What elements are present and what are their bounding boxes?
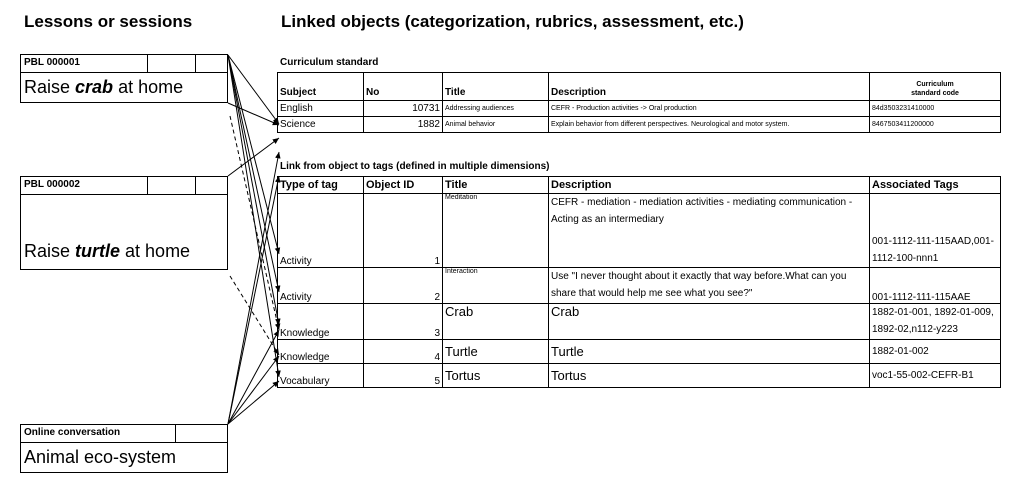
curriculum-caption: Curriculum standard (280, 57, 379, 68)
cell-description: Explain behavior from different perspectives. Neurological and motor system. (549, 117, 870, 133)
cell-object-id: 2 (364, 268, 443, 304)
col-description: Description (549, 73, 870, 101)
col-description: Description (549, 177, 870, 194)
connector-arrow (228, 152, 279, 424)
lessons-heading: Lessons or sessions (24, 12, 193, 31)
cell-type: Knowledge (278, 304, 364, 340)
cell-no: 10731 (364, 101, 443, 117)
col-associated-tags: Associated Tags (870, 177, 1001, 194)
cell-title: Meditation (443, 194, 549, 268)
cell-code: 84d3503231410000 (870, 101, 1001, 117)
session-code: Online conversation (24, 427, 121, 438)
connector-arrow (228, 138, 279, 176)
col-subject: Subject (278, 73, 364, 101)
col-object-id: Object ID (364, 177, 443, 194)
cell-type: Activity (278, 268, 364, 304)
cell-associated-tags: 1882-01-001, 1892-01-009, 1892-02,n112-y223 (870, 304, 1001, 340)
cell-object-id: 4 (364, 340, 443, 364)
cell-title: Turtle (443, 340, 549, 364)
cell-type: Vocabulary (278, 364, 364, 388)
session-code: PBL 000002 (24, 179, 80, 190)
col-title: Title (443, 177, 549, 194)
cell-description: Crab (549, 304, 870, 340)
cell-object-id: 5 (364, 364, 443, 388)
cell-title: Animal behavior (443, 117, 549, 133)
session-title: Raise turtle at home (24, 241, 191, 261)
cell-description: CEFR - Production activities -> Oral production (549, 101, 870, 117)
col-no: No (364, 73, 443, 101)
col-type: Type of tag (278, 177, 364, 194)
linked-objects-heading: Linked objects (categorization, rubrics, assessment, etc.) (281, 12, 744, 31)
cell-associated-tags: 001-1112-111-115AAD,001-1112-100-nnn1 (870, 194, 1001, 268)
cell-object-id: 3 (364, 304, 443, 340)
cell-title: Crab (443, 304, 549, 340)
cell-description: Turtle (549, 340, 870, 364)
connector-arrow (228, 55, 279, 377)
cell-description: Use "I never thought about it exactly that way before.What can you share that would help me see what you see?" (549, 268, 870, 304)
col-standard-code: Curriculum standard code (870, 73, 1001, 101)
session-title: Animal eco-system (24, 447, 177, 467)
cell-code: 8467503411200000 (870, 117, 1001, 133)
connector-arrow (228, 55, 279, 254)
cell-subject: Science (278, 117, 364, 133)
cell-type: Activity (278, 194, 364, 268)
cell-title: Addressing audiences (443, 101, 549, 117)
session-code: PBL 000001 (24, 57, 80, 68)
cell-associated-tags: 001-1112-111-115AAE (870, 268, 1001, 304)
cell-description: Tortus (549, 364, 870, 388)
connector-arrow (228, 330, 279, 424)
cell-subject: English (278, 101, 364, 117)
cell-title: Interaction (443, 268, 549, 304)
cell-associated-tags: 1882-01-002 (870, 340, 1001, 364)
connector-arrow (228, 55, 279, 292)
session-title: Raise crab at home (24, 77, 184, 97)
cell-associated-tags: voc1-55-002-CEFR-B1 (870, 364, 1001, 388)
cell-no: 1882 (364, 117, 443, 133)
cell-title: Tortus (443, 364, 549, 388)
cell-object-id: 1 (364, 194, 443, 268)
tags-caption: Link from object to tags (defined in multiple dimensions) (280, 161, 550, 172)
col-title: Title (443, 73, 549, 101)
connector-arrow (228, 356, 279, 424)
cell-description: CEFR - mediation - mediation activities - mediating communication - Acting as an intermediary (549, 194, 870, 268)
cell-type: Knowledge (278, 340, 364, 364)
